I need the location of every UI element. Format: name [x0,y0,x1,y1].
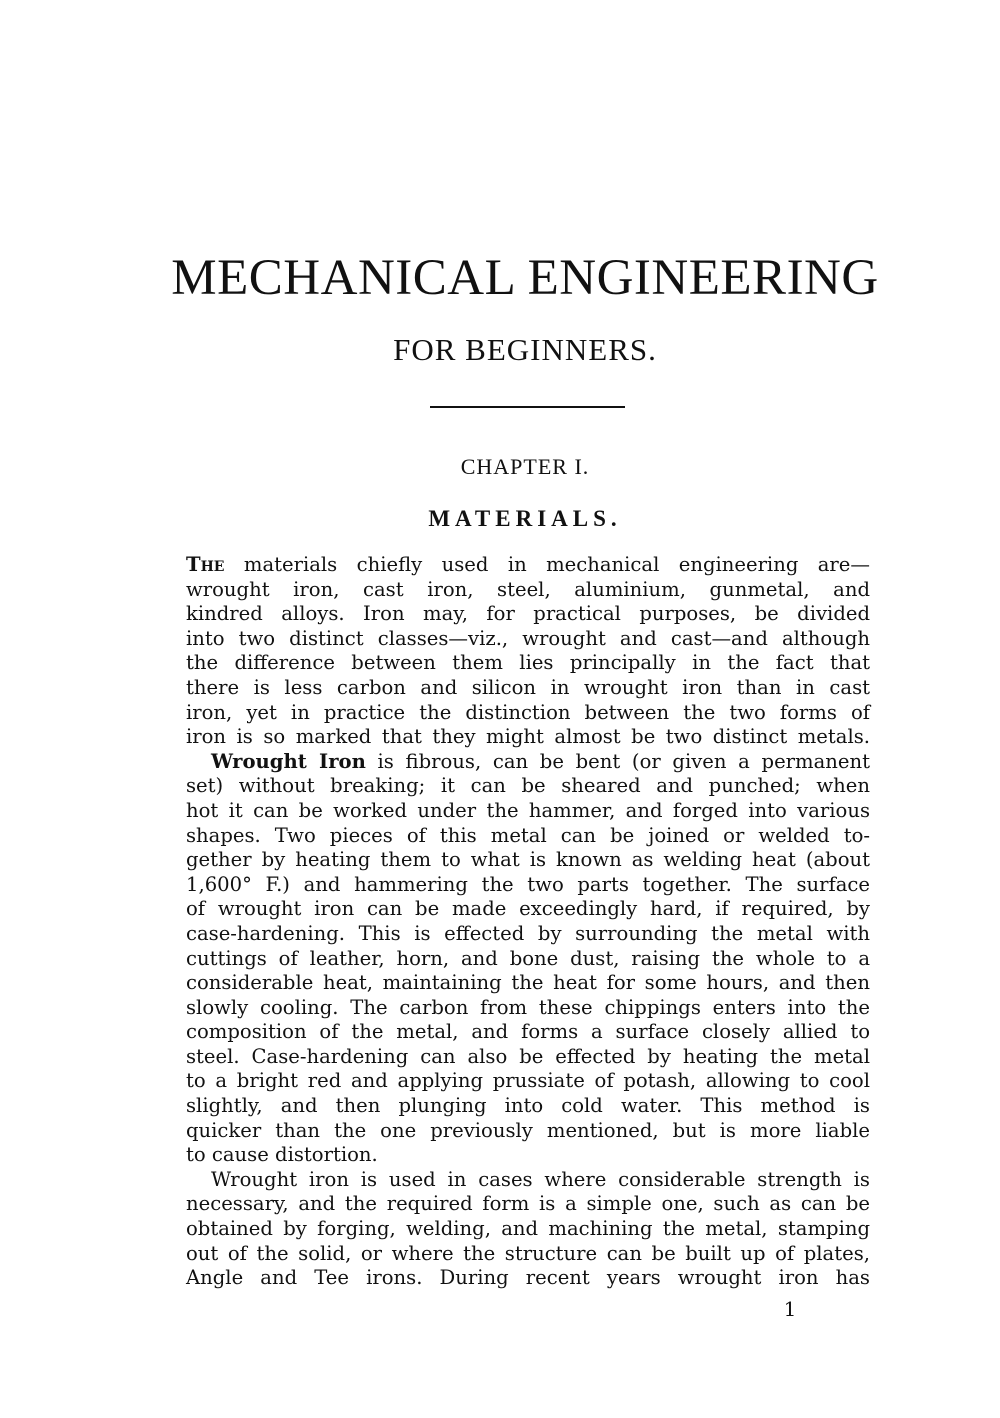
text-line: case-hardening. This is effected by surrounding the metal with [186,921,870,945]
text-line: kindred alloys. Iron may, for practical purposes, be divided [186,602,870,626]
body-text [186,553,870,1291]
text-line: wrought iron, cast iron, steel, aluminium, gunmetal, and [186,577,870,601]
text-line: considerable heat, maintaining the heat for some hours, and then [186,971,870,995]
text-line: shapes. Two pieces of this metal can be joined or welded to- [186,823,870,847]
text-line: quicker than the one previously mentioned, but is more liable [186,1118,870,1142]
text-line-content: materials chiefly used in mechanical engineering are— [224,553,870,576]
text-line: slowly cooling. The carbon from these chippings enters into the [186,995,870,1019]
text-line: hot it can be worked under the hammer, and forged into various [186,798,870,822]
text-line: 1,600° F.) and hammering the two parts together. The surface [186,872,870,896]
text-line: Angle and Tee irons. During recent years wrought iron has [186,1266,870,1290]
title-divider [430,406,625,408]
book-subtitle: FOR BEGINNERS. [393,332,657,367]
text-line: composition of the metal, and forms a surface closely allied to [186,1020,870,1044]
page-number: 1 [783,1297,797,1321]
text-line: of wrought iron can be made exceedingly hard, if required, by [186,897,870,921]
text-line: there is less carbon and silicon in wrought iron than in cast [186,675,870,699]
text-line: slightly, and then plunging into cold water. This method is [186,1094,870,1118]
text-line: steel. Case-hardening can also be effected by heating the metal [186,1044,870,1068]
text-line: the difference between them lies principally in the fact that [186,651,870,675]
text-line [186,553,870,578]
text-line: to a bright red and applying prussiate of potash, allowing to cool [186,1069,870,1093]
text-line: iron, yet in practice the distinction between the two forms of [186,700,870,724]
text-line [186,750,870,775]
chapter-heading: CHAPTER I. [460,454,590,479]
text-line: into two distinct classes—viz., wrought and cast—and although [186,626,870,650]
text-line: to cause distortion. [186,1143,378,1167]
text-line: Wrought iron is used in cases where considerable strength is [211,1167,870,1191]
section-heading: MATERIALS. [428,506,622,531]
paragraph-lead-word: The [186,553,225,576]
text-line: obtained by forging, welding, and machining the metal, stamping [186,1217,870,1241]
text-line: out of the solid, or where the structure can be built up of plates, [186,1241,870,1265]
term-wrought-iron: Wrought Iron [211,749,366,773]
text-line: iron is so marked that they might almost be two distinct metals. [186,725,870,749]
book-title: MECHANICAL ENGINEERING [171,250,879,306]
text-line: gether by heating them to what is known as welding heat (about [186,848,870,872]
text-line: set) without breaking; it can be sheared and punched; when [186,774,870,798]
text-line: necessary, and the required form is a simple one, such as can be [186,1192,870,1216]
text-line: cuttings of leather, horn, and bone dust, raising the whole to a [186,946,870,970]
text-line-content: is fibrous, can be bent (or given a permanent [365,749,871,773]
